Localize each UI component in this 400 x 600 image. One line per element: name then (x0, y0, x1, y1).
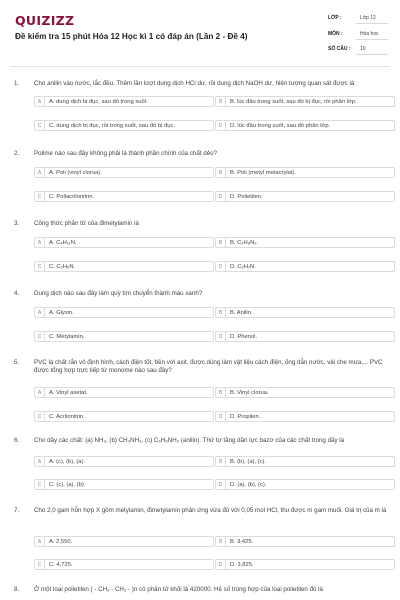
option-d[interactable] (215, 479, 395, 490)
option-a[interactable] (34, 307, 214, 318)
question-text: Ở một loại polietilen ( - CH₂ - CH₂ - )n có phân tử khối là 420000. Hệ số trùng hợp của loại polietilen đó là (34, 586, 323, 593)
option-text: D. Polietilen. (230, 194, 263, 200)
option-b[interactable] (215, 96, 395, 107)
question-number: 8. (14, 586, 20, 593)
option-c[interactable] (34, 261, 214, 272)
option-text: A. dung dịch bị đục, sau đó trong suốt. (49, 99, 148, 105)
option-d[interactable] (215, 411, 395, 422)
option-text: C. Acrilonitrin. (49, 414, 85, 420)
option-text: D. (a), (b), (c). (230, 482, 267, 488)
option-text: B. Vinyl clorua. (230, 390, 269, 396)
question-text: PVC là chất rắn vô định hình, cách điện tốt, bền với axit, được dùng làm vật liệu cách điện, ống dẫn nước, vải che mưa,... PVC được tổng hợp trực tiếp từ monome nào sau đây? (34, 359, 383, 374)
option-letter: A (35, 308, 45, 318)
option-b[interactable] (215, 307, 395, 318)
option-letter: B (216, 238, 226, 248)
option-letter: A (35, 457, 45, 467)
info-class-label: LỚP : (328, 15, 342, 21)
option-a[interactable] (34, 536, 214, 547)
option-letter: C (35, 412, 45, 422)
option-a[interactable] (34, 387, 214, 398)
option-b[interactable] (215, 167, 395, 178)
info-subject-label: MÔN : (328, 31, 343, 37)
option-b[interactable] (215, 237, 395, 248)
option-letter: B (216, 537, 226, 547)
option-letter: C (35, 332, 45, 342)
option-letter: D (216, 192, 226, 202)
option-letter: B (216, 97, 226, 107)
info-count-label: SỐ CÂU : (328, 46, 351, 52)
info-class-value: Lớp 12 (360, 15, 376, 21)
option-letter: C (35, 121, 45, 131)
option-c[interactable] (34, 559, 214, 570)
option-text: A. Glyxin. (49, 310, 74, 316)
option-d[interactable] (215, 559, 395, 570)
info-underline (356, 23, 388, 24)
info-underline (356, 54, 388, 55)
option-letter: D (216, 332, 226, 342)
question-text: Polime nào sau đây không phải là thành phần chính của chất dẻo? (34, 150, 218, 157)
question-number: 5. (14, 359, 20, 366)
option-letter: B (216, 457, 226, 467)
option-letter: D (216, 262, 226, 272)
option-letter: A (35, 238, 45, 248)
option-letter: C (35, 480, 45, 490)
option-text: C. C₂H₆N. (49, 264, 76, 270)
option-letter: D (216, 560, 226, 570)
option-d[interactable] (215, 331, 395, 342)
info-count-value: 10 (360, 46, 366, 52)
page-title: Đề kiểm tra 15 phút Hóa 12 Học kì 1 có đáp án (Lần 2 - Đề 4) (15, 32, 248, 41)
question-number: 2. (14, 150, 20, 157)
option-text: D. Propilen. (230, 414, 261, 420)
option-text: B. C₂H₈N₂. (230, 240, 259, 246)
option-a[interactable] (34, 456, 214, 467)
option-text: D. 3,825. (230, 562, 254, 568)
option-text: C. (c), (a), (b). (49, 482, 86, 488)
question-text: Dung dịch nào sau đây làm quỳ tím chuyển thành màu xanh? (34, 290, 203, 297)
question-text: Công thức phân tử của đimetylamin là (34, 220, 139, 227)
option-letter: C (35, 560, 45, 570)
question-number: 4. (14, 290, 20, 297)
option-text: D. C₂H₇N. (230, 264, 256, 270)
option-letter: D (216, 121, 226, 131)
option-text: B. (b), (a), (c). (230, 459, 267, 465)
worksheet-header (0, 0, 400, 66)
header-divider (10, 66, 390, 67)
option-letter: A (35, 537, 45, 547)
option-letter: A (35, 97, 45, 107)
option-text: C. dung dịch bị đục, rồi trong suốt, sau đó bị đục. (49, 123, 175, 129)
option-text: B. 3,425. (230, 539, 254, 545)
option-letter: C (35, 192, 45, 202)
option-letter: B (216, 168, 226, 178)
question-number: 3. (14, 220, 20, 227)
question-number: 1. (14, 80, 20, 87)
option-letter: D (216, 480, 226, 490)
option-letter: B (216, 308, 226, 318)
option-text: C. 4,725. (49, 562, 73, 568)
option-text: B. Anilin. (230, 310, 253, 316)
question-text: Cho dãy các chất: (a) NH₃, (b) CH₃NH₂, (c) C₆H₅NH₂ (anilin). Thứ tự tăng dần lực bazơ của các chất trong dãy là (34, 437, 345, 444)
question-number: 7. (14, 507, 20, 514)
option-text: B. lúc đầu trong suốt, sau đó bị đục, rồi phân lớp. (230, 99, 357, 105)
quizizz-logo: QUIZIZZ (15, 13, 75, 28)
option-text: C. Poliacrilonitrin. (49, 194, 95, 200)
option-b[interactable] (215, 387, 395, 398)
option-c[interactable] (34, 331, 214, 342)
option-c[interactable] (34, 120, 214, 131)
option-c[interactable] (34, 191, 214, 202)
option-text: B. Poli (metyl metacrylat). (230, 170, 297, 176)
option-a[interactable] (34, 167, 214, 178)
option-letter: B (216, 388, 226, 398)
option-d[interactable] (215, 261, 395, 272)
question-number: 6. (14, 437, 20, 444)
option-b[interactable] (215, 456, 395, 467)
option-b[interactable] (215, 536, 395, 547)
option-text: A. (c), (b), (a). (49, 459, 86, 465)
info-underline (356, 39, 388, 40)
option-a[interactable] (34, 96, 214, 107)
option-letter: C (35, 262, 45, 272)
option-text: A. Vinyl axetat. (49, 390, 88, 396)
option-text: C. Metylamin. (49, 334, 85, 340)
option-letter: D (216, 412, 226, 422)
option-text: D. Phenol. (230, 334, 258, 340)
option-a[interactable] (34, 237, 214, 248)
option-text: D. lúc đầu trong suốt, sau đó phân lớp. (230, 123, 331, 129)
option-c[interactable] (34, 411, 214, 422)
question-text: Cho 2,0 gam hỗn hợp X gồm metylamin, đimetylamin phản ứng vừa đủ với 0,05 mol HCl, thu được m gam muối. Giá trị của m là (34, 507, 387, 514)
option-letter: A (35, 388, 45, 398)
option-c[interactable] (34, 479, 214, 490)
question-text: Cho anilin vào nước, lắc đều. Thêm lần lượt dung dịch HCl dư, rồi dung dịch NaOH dư, hiện tượng quan sát được là (34, 80, 355, 87)
option-text: A. 2,550. (49, 539, 73, 545)
option-d[interactable] (215, 120, 395, 131)
option-text: A. C₄H₁₁N. (49, 240, 77, 246)
option-d[interactable] (215, 191, 395, 202)
info-subject-value: Hóa học (360, 31, 379, 37)
option-text: A. Poli (vinyl clorua). (49, 170, 102, 176)
option-letter: A (35, 168, 45, 178)
